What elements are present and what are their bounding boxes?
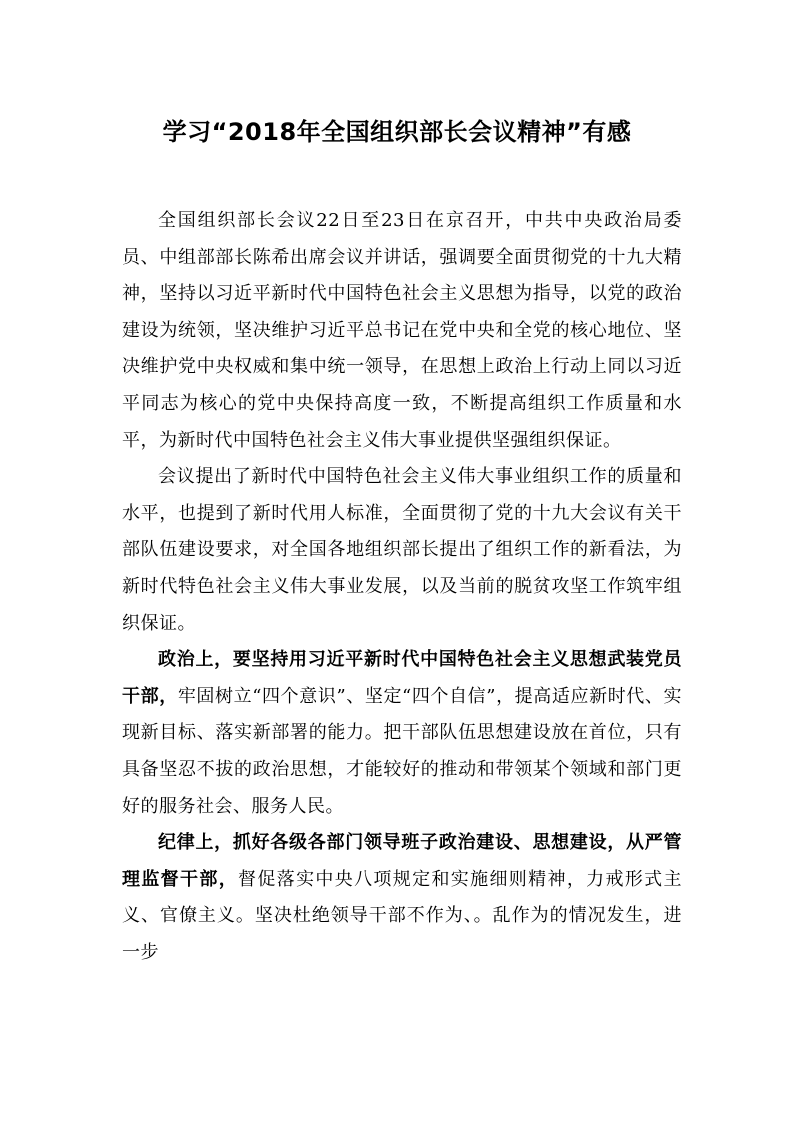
paragraph-4-text: 督促落实中央八项规定和实施细则精神，力戒形式主义、官僚主义。坚决杜绝领导干部不作为、。乱作为的情况发生，进一步 (122, 868, 683, 963)
paragraph-2 (122, 459, 682, 642)
paragraph-3-text: 牢固树立“四个意识”、坚定“四个自信”，提高适应新时代、实现新目标、落实新部署的能力。把干部队伍思想建设放在首位，只有具备坚忍不拔的政治思想，才能较好的推动和带领某个领域和部门更好的服务社会、服务人民。 (122, 685, 682, 817)
paragraph-2-text: 会议提出了新时代中国特色社会主义伟大事业组织工作的质量和水平，也提到了新时代用人标准，全面贯彻了党的十九大会议有关干部队伍建设要求，对全国各地组织部长提出了组织工作的新看法，为新时代特色社会主义伟大事业发展，以及当前的脱贫攻坚工作筑牢组织保证。 (122, 466, 682, 634)
paragraph-4-lead: 纪律上，抓好各级各部门领导班子政治建设、思想建设，从严管理监督干部， (122, 832, 682, 890)
paragraph-3-lead: 政治上，要坚持用习近平新时代中国特色社会主义思想武装党员干部， (122, 649, 682, 707)
document-title: 学习“2018年全国组织部长会议精神”有感 (162, 118, 632, 146)
paragraph-1 (122, 203, 682, 459)
paragraph-1-text: 全国组织部长会议22日至23日在京召开，中共中央政治局委员、中组部部长陈希出席会议并讲话，强调要全面贯彻党的十九大精神，坚持以习近平新时代中国特色社会主义思想为指导，以党的政治建设为统领，坚决维护习近平总书记在党中央和全党的核心地位、坚决维护党中央权威和集中统一领导，在思想上政治上行动上同以习近平同志为核心的党中央保持高度一致，不断提高组织工作质量和水平，为新时代中国特色社会主义伟大事业提供坚强组织保证。 (122, 210, 682, 451)
paragraph-4 (122, 825, 682, 971)
document-body (122, 203, 682, 971)
paragraph-3 (122, 642, 682, 825)
